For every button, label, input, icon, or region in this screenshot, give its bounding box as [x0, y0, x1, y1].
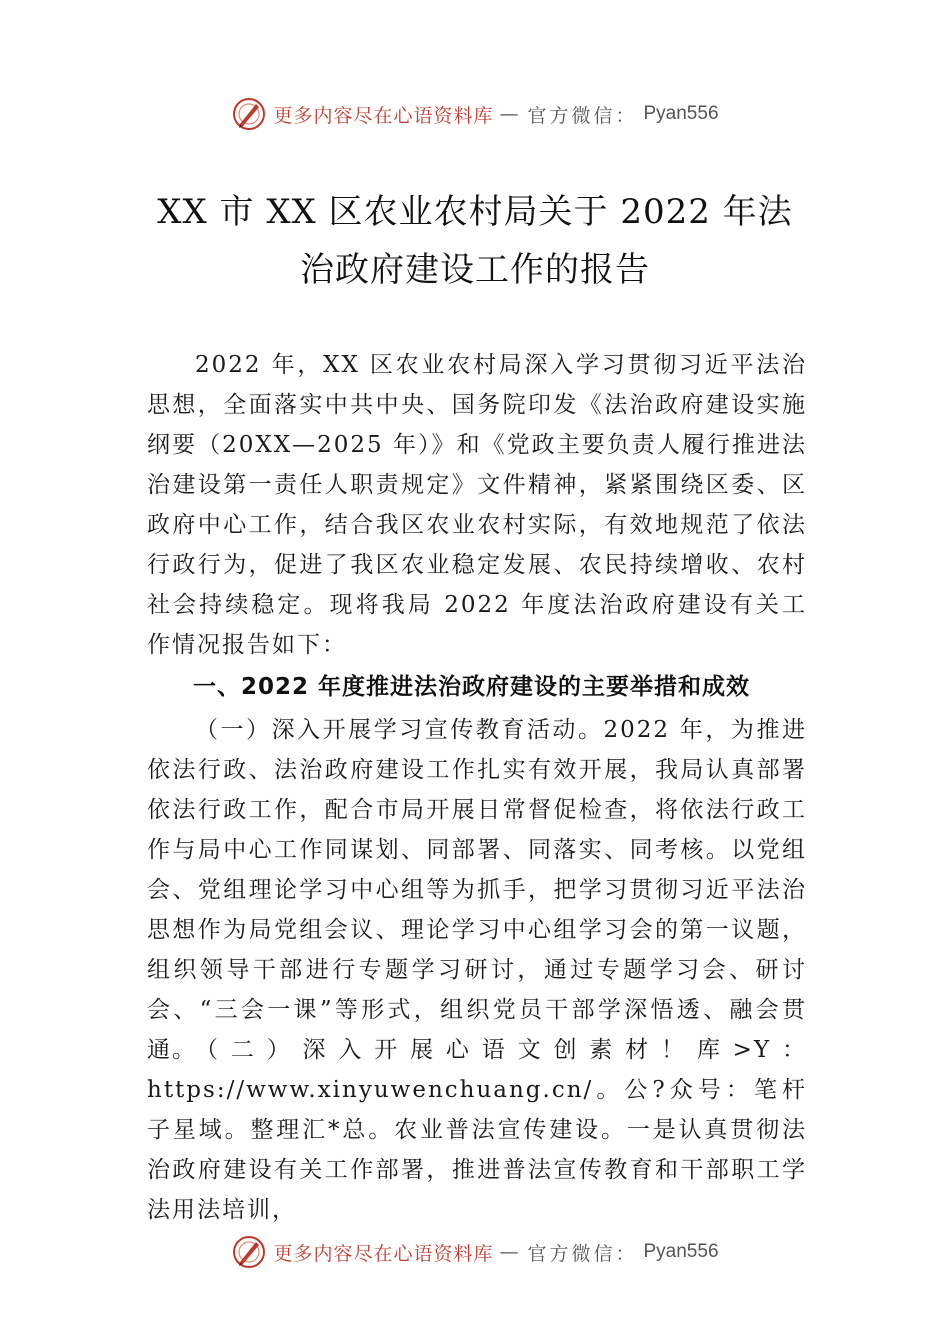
intro-paragraph: 2022 年，XX 区农业农村局深入学习贯彻习近平法治思想，全面落实中共中央、国务院印发《法治政府建设实施纲要（20XX—2025 年）》和《党政主要负责人履行推进法治建设第一责任人职责规定》文件精神，紧紧围绕区委、区政府中心工作，结合我区农业农村实际，有效地规范了依法行政行为，促进了我区农业稳定发展、农民持续增收、农村社会持续稳定。现将我局 2022 年度法治政府建设有关工作情况报告如下： — [147, 352, 807, 658]
paragraph-2: （二）深入开展心语文创素材！库>Y：https://www.xinyuwenchuang.cn/。公?众号：笔杆子星域。整理汇*总。农业普法宣传建设。一是认真贯彻法治政府建设有关工作部署，推进普法宣传教育和干部职工学法用法培训， — [147, 1037, 807, 1223]
banner-main-text: 更多内容尽在心语资料库 — [273, 1242, 494, 1265]
banner-dash: — — [499, 1241, 522, 1263]
banner-account: Pyan556 — [643, 1241, 719, 1262]
document-title — [100, 183, 850, 299]
footer-watermark-banner — [0, 1232, 950, 1272]
header-watermark-banner — [0, 94, 950, 134]
pen-logo-icon — [231, 96, 267, 132]
paragraph-1: （一）深入开展学习宣传教育活动。2022 年，为推进依法行政、法治政府建设工作扎实有效开展，我局认真部署依法行政工作，配合市局开展日常督促检查，将依法行政工作与局中心工作同谋划、同部署、同落实、同考核。以党组会、党组理论学习中心组等为抓手，把学习贯彻习近平法治思想作为局党组会议、理论学习中心组学习会的第一议题，组织领导干部进行专题学习研讨，通过专题学习会、研讨会、“三会一课”等形式，组织党员干部学深悟透、融会贯通。 — [147, 717, 807, 1063]
banner-official-label: 官方微信： — [527, 1242, 638, 1265]
banner-main-text: 更多内容尽在心语资料库 — [273, 104, 494, 127]
banner-account: Pyan556 — [643, 103, 719, 124]
title-line-2: 治政府建设工作的报告 — [300, 250, 650, 290]
banner-dash: — — [499, 103, 522, 125]
title-line-1: XX 市 XX 区农业农村局关于 2022 年法 — [157, 192, 793, 232]
pen-logo-icon — [231, 1234, 267, 1270]
banner-official-label: 官方微信： — [527, 104, 638, 127]
section-heading-1: 一、2022 年度推进法治政府建设的主要举措和成效 — [193, 674, 751, 700]
